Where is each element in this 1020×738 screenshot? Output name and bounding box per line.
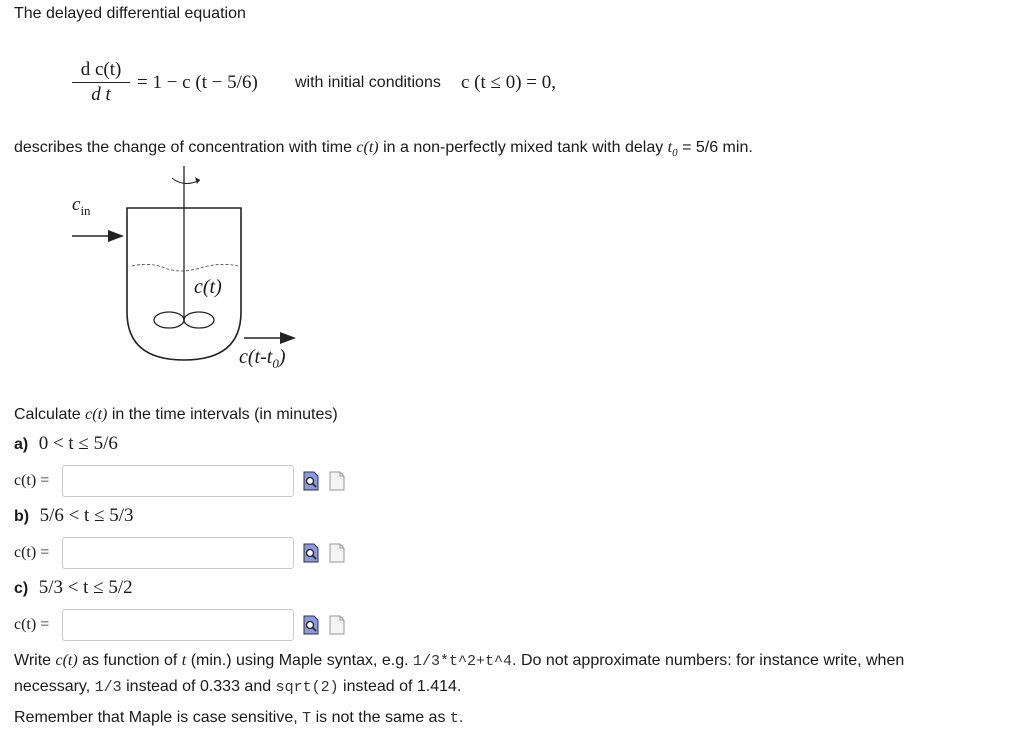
part-b-answer-input[interactable]	[62, 537, 294, 569]
part-a-heading: a) 0 < t ≤ 5/6	[14, 433, 118, 454]
part-c-answer-label: c(t) =	[14, 616, 50, 633]
tank-concentration-label: c(t)	[194, 276, 222, 298]
help-document-icon[interactable]	[329, 615, 345, 635]
inlet-concentration-label: $c_{in}$	[72, 194, 91, 218]
help-document-icon[interactable]	[329, 543, 345, 563]
equation-numerator: d c(t)	[80, 59, 122, 80]
problem-title: The delayed differential equation	[14, 5, 246, 22]
case-sensitivity-note: Remember that Maple is case sensitive, T is not the same as t.	[14, 709, 464, 727]
question-text: Calculate c(t) in the time intervals (in minutes)	[14, 406, 338, 423]
help-document-icon[interactable]	[329, 471, 345, 491]
problem-description: describes the change of concentration with time c(t) in a non-perfectly mixed tank with delay $t_0 = 5/6$ min.	[14, 139, 753, 160]
syntax-instructions: Write c(t) as function of t (min.) using Maple syntax, e.g. 1/3*t^2+t^4. Do not approximate numbers: for instance write, when	[14, 652, 905, 670]
equation-fraction	[72, 59, 130, 106]
outlet-concentration-label: $c(t-t_0)$	[239, 346, 286, 371]
part-c-answer-input[interactable]	[62, 609, 294, 641]
part-b-heading: b) 5/6 < t ≤ 5/3	[14, 505, 134, 526]
part-c-heading: c) 5/3 < t ≤ 5/2	[14, 577, 133, 598]
preview-icon[interactable]	[303, 543, 319, 563]
initial-condition: c (t ≤ 0) = 0,	[461, 72, 557, 93]
equation-rhs: = 1 − c (t − 5/6)	[137, 72, 258, 93]
part-b-answer-label: c(t) =	[14, 544, 50, 561]
equation-with-text: with initial conditions	[295, 74, 441, 91]
part-a-answer-label: c(t) =	[14, 472, 50, 489]
syntax-instructions-line2: necessary, 1/3 instead of 0.333 and sqrt(2) instead of 1.414.	[14, 678, 462, 696]
preview-icon[interactable]	[303, 471, 319, 491]
equation-denominator: d t	[91, 84, 111, 105]
preview-icon[interactable]	[303, 615, 319, 635]
part-a-answer-input[interactable]	[62, 465, 294, 497]
